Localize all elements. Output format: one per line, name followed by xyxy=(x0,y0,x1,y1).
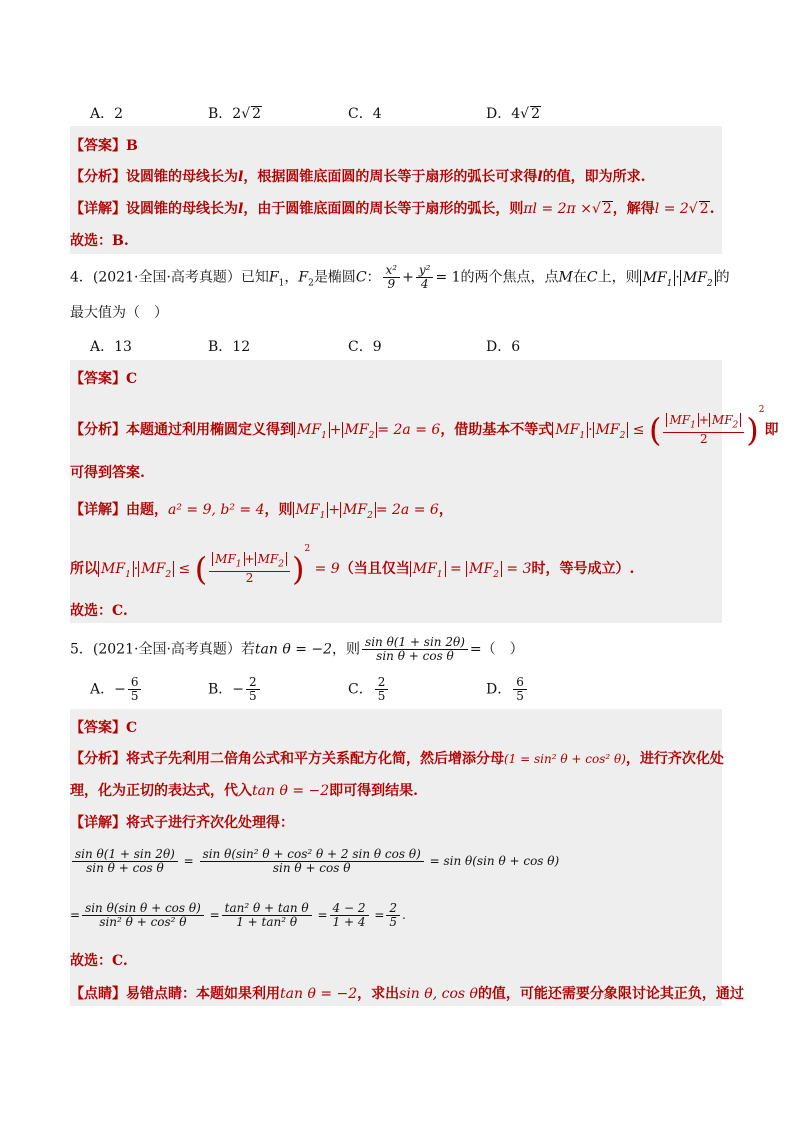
q5-tip: 【点睛】易错点睛：本题如果利用tan θ = −2，求出sin θ, cos θ的值，可能还需要分象限讨论其正负，通过 xyxy=(70,986,744,1002)
q5-answer: 【答案】C xyxy=(70,720,138,736)
q4-analysis-cont: 可得到答案. xyxy=(70,465,145,481)
q3-option-a: A．2 xyxy=(90,106,124,122)
q4-option-d: D．6 xyxy=(486,339,521,355)
q4-detail-cont: 所以 $MF_1 \cdot MF_2$ ≤ ( $\frac{MF_1 + MF_2}{2}$ )$^2$ = 9（当且仅当 $MF_1 = MF_2 = 3$时，等号成立）. xyxy=(70,544,635,588)
q5-detail: 【详解】将式子进行齐次化处理得： xyxy=(70,815,294,831)
q4-option-b: B．12 xyxy=(208,339,251,355)
q4-conclusion: 故选：C. xyxy=(70,603,128,619)
q4-stem-line2: 最大值为（ ） xyxy=(70,305,168,321)
q4-answer: 【答案】C xyxy=(70,371,138,387)
q3-detail: 【详解】设圆锥的母线长为l，由于圆锥底面圆的周长等于扇形的弧长，则πl = 2π ×√ 2，解得l = 2√ 2. xyxy=(70,201,715,217)
q4-option-a: A．13 xyxy=(90,339,132,355)
q3-answer: 【答案】B xyxy=(70,138,138,154)
q5-conclusion: 故选：C. xyxy=(70,953,128,969)
q5-stem: 5．(2021·全国·高考真题）若tan θ = −2，则 $\frac{\text{sin θ(1 + sin 2θ)}}{\text{sin θ + cos θ}}$ =（ ） xyxy=(70,635,524,664)
q3-option-b: B．2√ 2 xyxy=(208,106,262,122)
q5-option-d: D． $\frac{6}{5}$ xyxy=(486,676,529,703)
q5-derivation-line1: $\frac{\text{sin θ(1 + sin 2θ)}}{\text{sin θ + cos θ}}$ = $\frac{\text{sin θ(sin² θ + cos² θ + 2 sin θ cos θ)}}{\text{sin θ + cos θ}}$ = sin θ(sin θ + cos θ) xyxy=(70,848,722,875)
q4-stem-line1: 4．(2021·全国·高考真题）已知$F_1$，$F_2$是椭圆C： $\frac{\text{x²}}{9}$ + $\frac{\text{y²}}{4}$ = 1的两个焦点，点M在C上，则 $MF_1 \cdot MF_2$ 的 xyxy=(70,263,730,292)
q5-option-a: A．− $\frac{6}{5}$ xyxy=(90,676,143,703)
q4-detail: 【详解】由题，a² = 9, b² = 4，则 $MF_1 + MF_2 = 2a = 6$， xyxy=(70,502,453,521)
q5-analysis: 【分析】将式子先利用二倍角公式和平方关系配方化简，然后增添分母(1 = sin² θ + cos² θ)，进行齐次化处 xyxy=(70,751,724,767)
q3-option-d: D．4√ 2 xyxy=(486,106,540,122)
q5-option-c: C． $\frac{2}{5}$ xyxy=(348,676,390,703)
q3-option-c: C．4 xyxy=(348,106,382,122)
q4-option-c: C．9 xyxy=(348,339,382,355)
q5-option-b: B．− $\frac{2}{5}$ xyxy=(208,676,262,703)
q4-analysis: 【分析】本题通过利用椭圆定义得到 $MF_1 + MF_2 = 2a = 6$，借助基本不等式 $MF_1 \cdot MF_2$ ≤ ( $\frac{MF_1 + MF_2}{2}$ )$^2$即 xyxy=(70,405,779,449)
q3-conclusion: 故选：B. xyxy=(70,233,129,249)
q3-analysis: 【分析】设圆锥的母线长为l，根据圆锥底面圆的周长等于扇形的弧长可求得l的值，即为所求. xyxy=(70,169,646,185)
q5-derivation-line2: = $\frac{\text{sin θ(sin θ + cos θ)}}{\text{sin² θ + cos² θ}}$ = $\frac{\text{tan² θ + tan θ}}{\text{1 + tan² θ}}$ = $\frac{4 - 2}{1 + 4}$ = $\frac{2}{5}$ . xyxy=(70,901,406,930)
q5-analysis-cont: 理，化为正切的表达式，代入tan θ = −2即可得到结果. xyxy=(70,783,419,799)
